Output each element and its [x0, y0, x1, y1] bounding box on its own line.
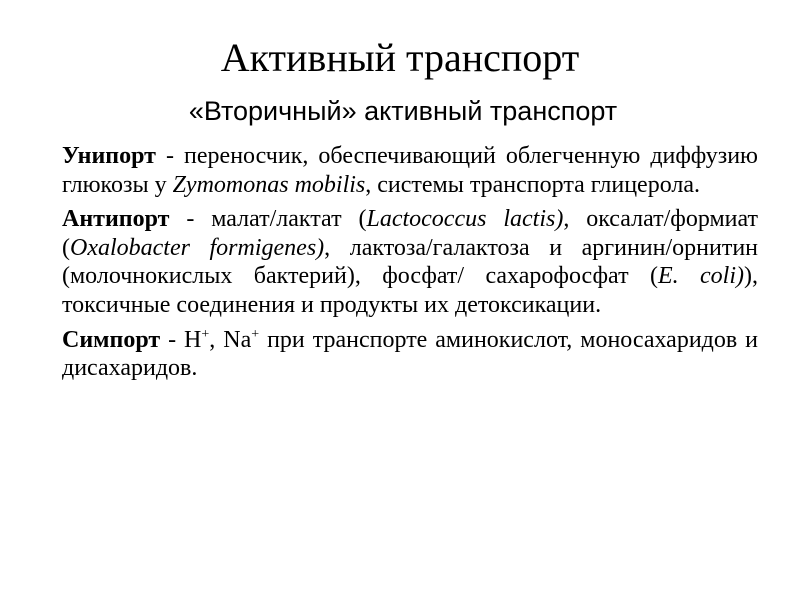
antiport-text-3: , лактоза/галактоза и аргинин/орнитин (молочнокислых бактерий), фосфат/ сахарофосфат (	[62, 234, 758, 290]
symport-paragraph	[62, 326, 758, 383]
slide-subtitle: «Вторичный» активный транспорт	[188, 96, 618, 126]
symport-superscript-2: +	[251, 326, 260, 342]
antiport-paragraph	[62, 205, 758, 319]
antiport-text-2: , оксалат/формиат (	[62, 206, 759, 261]
uniport-paragraph	[62, 142, 758, 199]
symport-text-1: - H	[160, 326, 202, 353]
antiport-text-4: ), токсичные соединения и продукты их детоксикации.	[62, 263, 758, 318]
antiport-species-1: Lactococcus lactis)	[366, 206, 564, 233]
uniport-term: Унипорт	[62, 143, 156, 169]
antiport-species-2: Oxalobacter formigenes)	[70, 234, 325, 261]
symport-term: Симпорт	[62, 326, 161, 353]
uniport-text-1: - переносчик, обеспечивающий облегченную диффузию глюкозы у	[62, 143, 758, 198]
uniport-text-2: , системы транспорта глицерола.	[365, 171, 701, 198]
antiport-species-3: E. coli)	[657, 263, 744, 290]
antiport-text-1: - малат/лактат (	[169, 206, 367, 233]
antiport-term: Антипорт	[62, 206, 170, 233]
symport-text-3: при транспорте аминокислот, моносахаридов и дисахаридов.	[62, 326, 759, 382]
slide-title: Активный транспорт	[220, 35, 580, 80]
slide-body	[62, 142, 758, 389]
symport-text-2: , Na	[209, 326, 252, 353]
symport-superscript-1: +	[201, 326, 210, 342]
uniport-species-1: Zymomonas mobilis	[172, 171, 366, 198]
